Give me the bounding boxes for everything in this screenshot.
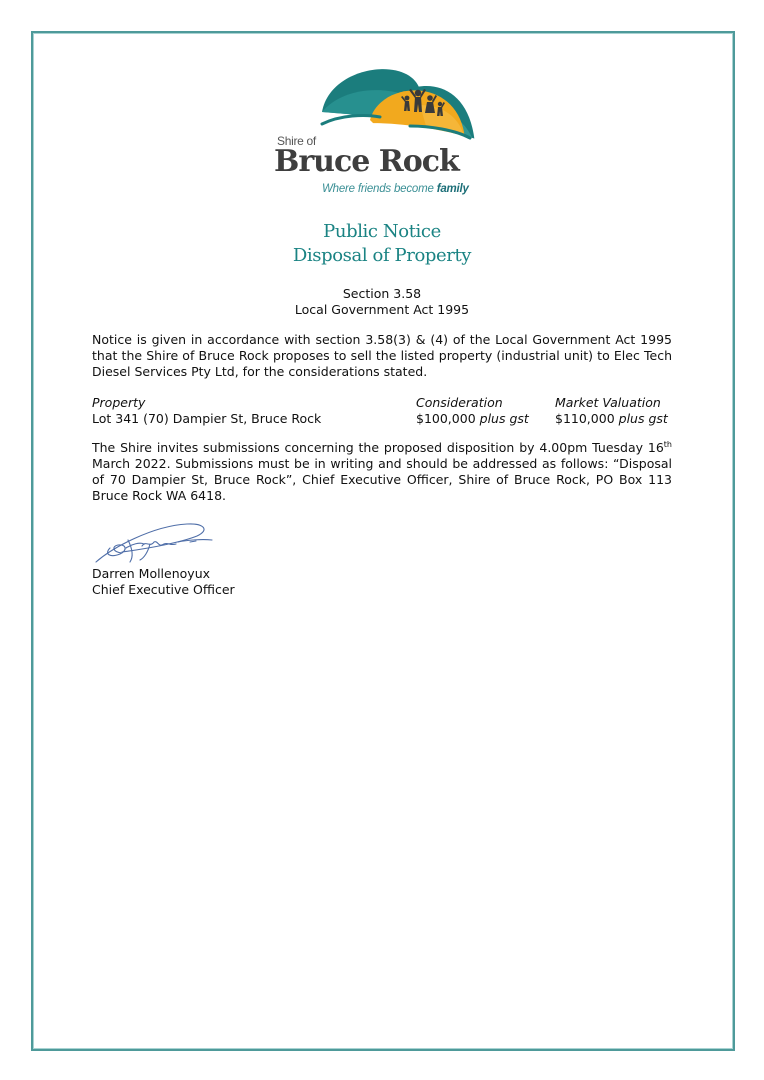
valuation-amount: $110,000: [555, 411, 615, 426]
signature-image: [92, 518, 217, 568]
logo-tagline: [322, 183, 469, 195]
consideration-suffix: plus gst: [479, 411, 529, 426]
submissions-paragraph: [92, 440, 672, 504]
act-reference: Local Government Act 1995: [294, 302, 470, 317]
consideration-column: [416, 395, 529, 427]
tagline-main: Where friends become: [322, 183, 437, 195]
tagline-emphasis: family: [436, 183, 469, 195]
submissions-text-part1: The Shire invites submissions concerning the proposed disposition by 4.00pm Tuesday 16: [92, 440, 664, 455]
property-header: Property: [92, 395, 146, 410]
market-valuation-column: [555, 395, 668, 427]
submissions-text-part2: March 2022. Submissions must be in writing and should be addressed as follows: “Disposal of 70 Dampier St, Bruce Rock”, Chief Executive Officer, Shire of Bruce Rock, PO Box 113 Bruce Rock WA 6418.: [92, 456, 672, 503]
shire-logo: [270, 60, 480, 205]
logo-shire-of-text: Shire of: [277, 134, 316, 148]
property-column: [92, 395, 321, 427]
market-valuation-value: [555, 411, 668, 427]
section-reference: Section 3.58: [342, 286, 422, 301]
notice-paragraph: Notice is given in accordance with section 3.58(3) & (4) of the Local Government Act 1995 that the Shire of Bruce Rock proposes to sell the listed property (industrial unit) to Elec Tech Diesel Services Pty Ltd, for the considerations stated.: [92, 332, 672, 379]
rolling-hills-sun-icon: [270, 60, 480, 140]
property-value: Lot 341 (70) Dampier St, Bruce Rock: [92, 411, 322, 426]
ordinal-suffix: th: [663, 440, 672, 449]
consideration-header: Consideration: [416, 395, 503, 410]
consideration-amount: $100,000: [416, 411, 476, 426]
signature-icon: [92, 518, 217, 568]
consideration-value: [416, 411, 529, 427]
notice-title: Public Notice: [323, 221, 441, 242]
logo-bruce-rock-text: Bruce Rock: [274, 144, 459, 179]
valuation-suffix: plus gst: [618, 411, 668, 426]
market-valuation-header: Market Valuation: [555, 395, 661, 410]
signatory-name: Darren Mollenoyux: [92, 566, 211, 581]
notice-subtitle: Disposal of Property: [292, 245, 472, 266]
signatory-title: Chief Executive Officer: [92, 582, 235, 597]
